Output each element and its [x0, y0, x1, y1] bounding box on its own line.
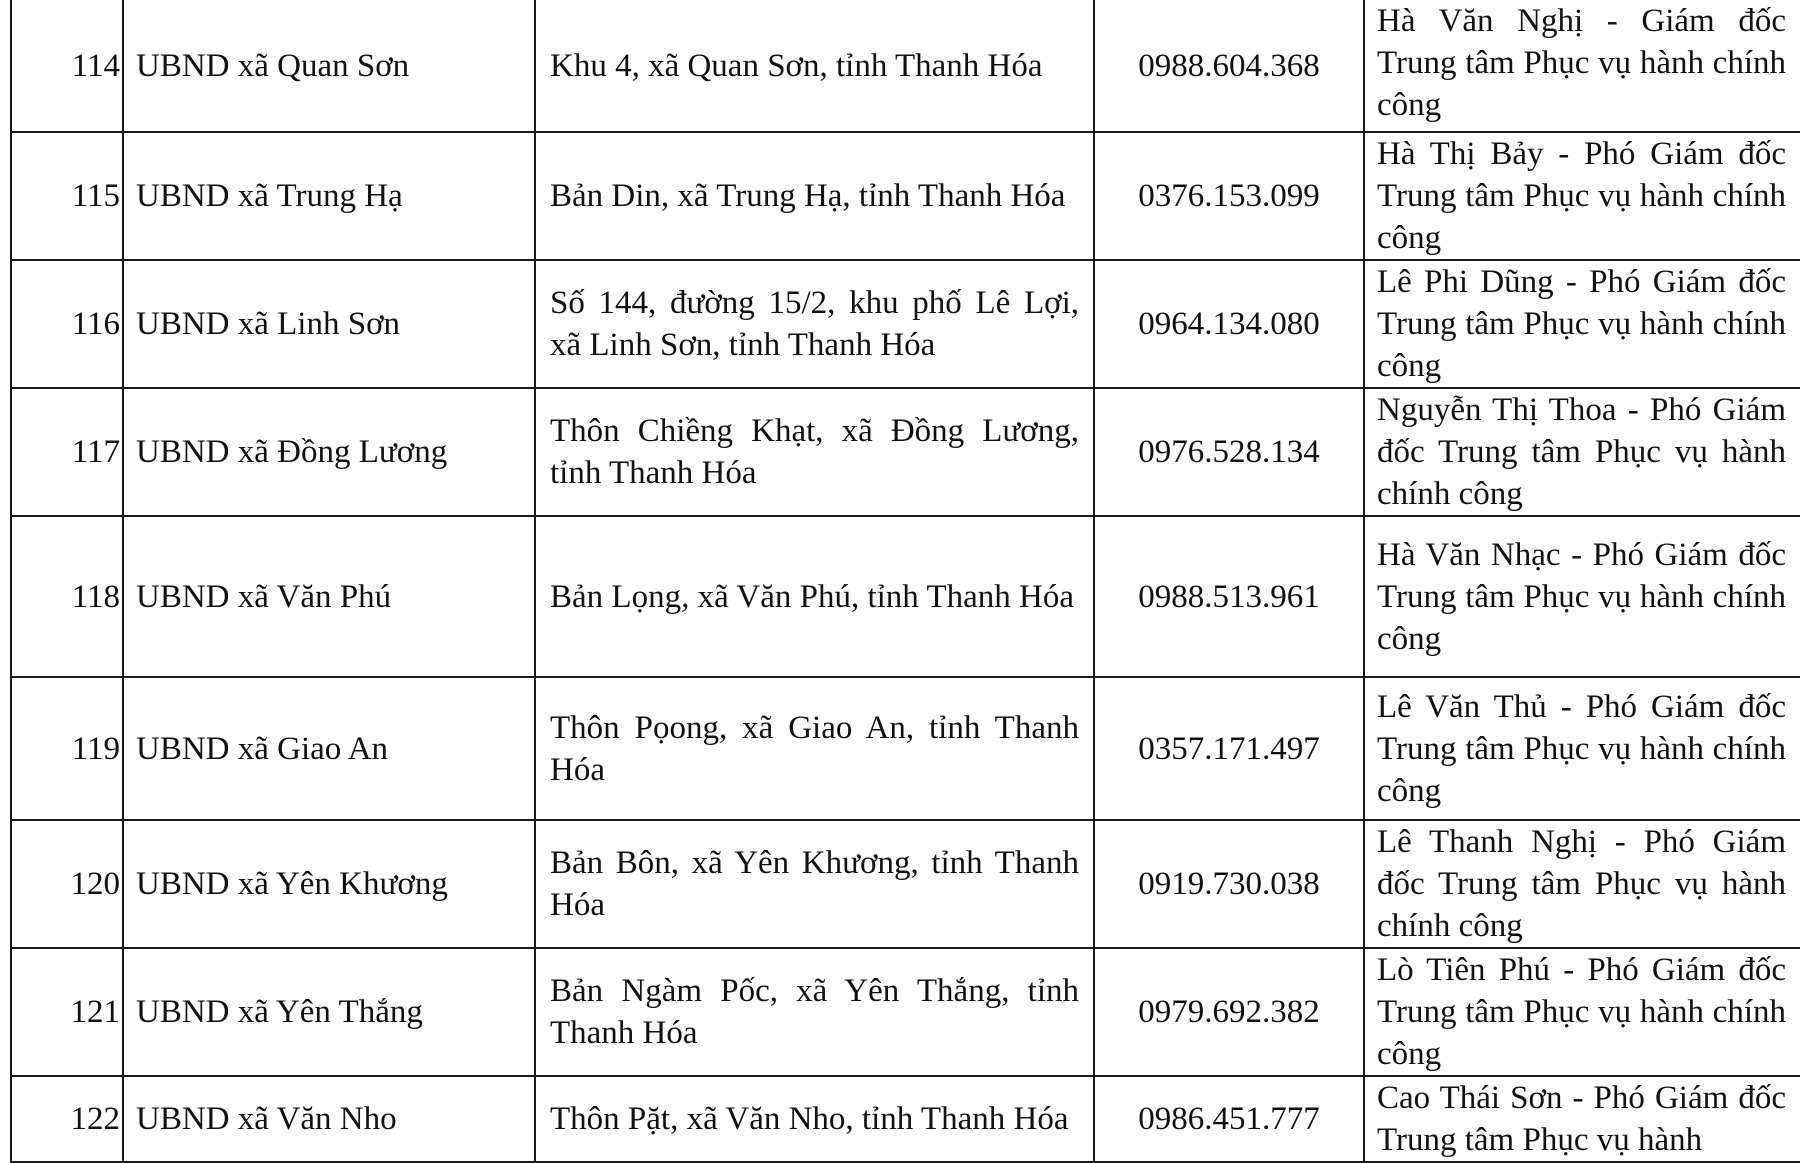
office-name-cell: UBND xã Giao An: [123, 677, 535, 820]
address-cell: Thôn Chiềng Khạt, xã Đồng Lương, tỉnh Thanh Hóa: [535, 388, 1094, 516]
phone-cell: 0988.604.368: [1094, 0, 1364, 132]
office-directory-table: [10, 0, 1800, 1163]
row-number-cell: 119: [11, 677, 123, 820]
office-name-cell: UBND xã Văn Phú: [123, 516, 535, 677]
table-row: [11, 260, 1800, 388]
phone-cell: 0964.134.080: [1094, 260, 1364, 388]
contact-person-cell: Lê Văn Thủ - Phó Giám đốc Trung tâm Phục vụ hành chính công: [1364, 677, 1800, 820]
row-number-cell: 122: [11, 1076, 123, 1162]
row-number-cell: 120: [11, 820, 123, 948]
phone-cell: 0919.730.038: [1094, 820, 1364, 948]
table-row: [11, 677, 1800, 820]
table-row: [11, 516, 1800, 677]
address-cell: Thôn Pặt, xã Văn Nho, tỉnh Thanh Hóa: [535, 1076, 1094, 1162]
office-name-cell: UBND xã Yên Thắng: [123, 948, 535, 1076]
contact-person-cell: Lê Phi Dũng - Phó Giám đốc Trung tâm Phục vụ hành chính công: [1364, 260, 1800, 388]
address-cell: Bản Lọng, xã Văn Phú, tỉnh Thanh Hóa: [535, 516, 1094, 677]
table-row: [11, 0, 1800, 132]
row-number-cell: 118: [11, 516, 123, 677]
table-row: [11, 948, 1800, 1076]
row-number-cell: 116: [11, 260, 123, 388]
table-row: [11, 132, 1800, 260]
document-page: [10, 0, 1800, 1162]
table-row: [11, 820, 1800, 948]
office-name-cell: UBND xã Trung Hạ: [123, 132, 535, 260]
address-cell: Bản Ngàm Pốc, xã Yên Thắng, tỉnh Thanh Hóa: [535, 948, 1094, 1076]
phone-cell: 0988.513.961: [1094, 516, 1364, 677]
contact-person-cell: Hà Thị Bảy - Phó Giám đốc Trung tâm Phục vụ hành chính công: [1364, 132, 1800, 260]
address-cell: Khu 4, xã Quan Sơn, tỉnh Thanh Hóa: [535, 0, 1094, 132]
row-number-cell: 121: [11, 948, 123, 1076]
phone-cell: 0357.171.497: [1094, 677, 1364, 820]
contact-person-cell: Lò Tiên Phú - Phó Giám đốc Trung tâm Phục vụ hành chính công: [1364, 948, 1800, 1076]
phone-cell: 0979.692.382: [1094, 948, 1364, 1076]
contact-person-cell: Hà Văn Nhạc - Phó Giám đốc Trung tâm Phục vụ hành chính công: [1364, 516, 1800, 677]
address-cell: Thôn Pọong, xã Giao An, tỉnh Thanh Hóa: [535, 677, 1094, 820]
office-name-cell: UBND xã Linh Sơn: [123, 260, 535, 388]
contact-person-cell: Lê Thanh Nghị - Phó Giám đốc Trung tâm Phục vụ hành chính công: [1364, 820, 1800, 948]
row-number-cell: 114: [11, 0, 123, 132]
contact-person-cell: Nguyễn Thị Thoa - Phó Giám đốc Trung tâm Phục vụ hành chính công: [1364, 388, 1800, 516]
address-cell: Bản Din, xã Trung Hạ, tỉnh Thanh Hóa: [535, 132, 1094, 260]
address-cell: Số 144, đường 15/2, khu phố Lê Lợi, xã Linh Sơn, tỉnh Thanh Hóa: [535, 260, 1094, 388]
table-row: [11, 1076, 1800, 1162]
office-name-cell: UBND xã Đồng Lương: [123, 388, 535, 516]
phone-cell: 0376.153.099: [1094, 132, 1364, 260]
office-name-cell: UBND xã Yên Khương: [123, 820, 535, 948]
address-cell: Bản Bôn, xã Yên Khương, tỉnh Thanh Hóa: [535, 820, 1094, 948]
contact-person-cell: Hà Văn Nghị - Giám đốc Trung tâm Phục vụ hành chính công: [1364, 0, 1800, 132]
phone-cell: 0976.528.134: [1094, 388, 1364, 516]
office-name-cell: UBND xã Văn Nho: [123, 1076, 535, 1162]
office-name-cell: UBND xã Quan Sơn: [123, 0, 535, 132]
phone-cell: 0986.451.777: [1094, 1076, 1364, 1162]
contact-person-cell: Cao Thái Sơn - Phó Giám đốc Trung tâm Phục vụ hành: [1364, 1076, 1800, 1162]
row-number-cell: 117: [11, 388, 123, 516]
row-number-cell: 115: [11, 132, 123, 260]
table-row: [11, 388, 1800, 516]
